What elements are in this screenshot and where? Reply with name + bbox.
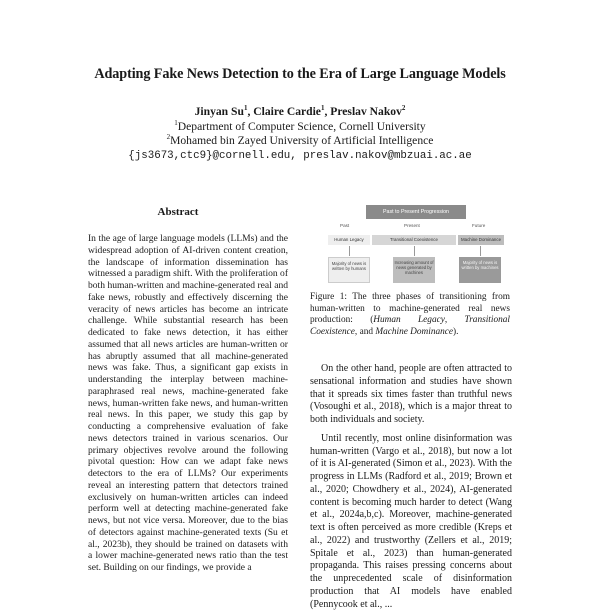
figure-caption: Figure 1: The three phases of transitioning from human-written to machine-generated real news production: (Human Legacy, Transitional Coexistence, and Machine Dominance). [310, 292, 510, 337]
paragraph: Until recently, most online disinformation was human-written (Vargo et al., 2018), but now a lot of it is AI-generated (Simon et al., 2023). With the progress in LLMs (Radford et al., 2019; Brown et al., 2020; Chowdhery et al., 2024), AI-generated content is becoming much harder to detect (Wang et al., 2024a,b,c). Moreover, machine-generated text is often perceived as more credible (Kreps et al., 2022) and trustworthy (Zellers et al., 2019; Spitale et al., 2023) than human-generated propaganda. This raises pressing concerns about the unprecedented scale of disinformation production that AI models have enabled (Pennycook et al., ... [310, 432, 512, 610]
affiliation-line: $^1$Department of Computer Science, Cornell University [174, 118, 426, 133]
author-name: Jinyan Su [194, 105, 244, 118]
paper-title: Adapting Fake News Detection to the Era of Large Language Models [94, 66, 506, 82]
abstract-heading: Abstract [157, 206, 199, 218]
author-block [0, 105, 600, 163]
phase-label-present: Present [404, 223, 420, 228]
down-arrow-icon [414, 246, 415, 256]
phase-box-coexistence: Increasing amount of news generated by machines [393, 257, 435, 283]
phase-box-legacy: Majority of news is written by humans [328, 257, 370, 283]
phase-bar-machine: Machine Dominance [458, 235, 504, 245]
abstract-text: In the age of large language models (LLMs) and the widespread adoption of AI-driven content creation, the landscape of information dissemination has witnessed a paradigm shift. With the proliferation of both human-written and machine-generated real and fake news, robustly and effectively discerning the veracity of news articles has become an intricate challenge. While substantial research has been dedicated to fake news detection, it has either assumed that all news articles are human-written or has abruptly assumed that all machine-generated news was fake. Thus, a significant gap exists in understanding the interplay between machine-paraphrased real news, machine-generated fake news, human-written fake news, and human-written real news. In this paper, we study this gap by conducting a comprehensive evaluation of fake news detectors trained in various scenarios. Our primary objectives revolve around the following pivotal question: How can we adapt fake news detectors to the era of LLMs? Our experiments reveal an interesting pattern that detectors trained exclusively on human-written articles can indeed perform well at detecting machine-generated fake news, but not vice versa. Moreover, due to the bias of detectors against machine-generated texts (Su et al., 2023b), they should be trained on datasets with a lower machine-generated news ratio than the test set. Building on our findings, we provide a [88, 233, 288, 573]
figure-banner: Past to Present Progression [366, 205, 466, 219]
paragraph: On the other hand, people are often attracted to sensational information and studies have shown that it spreads six times faster than truthful news (Vosoughi et al., 2018), which is a major threat to both individuals and society. [310, 363, 512, 425]
intro-text [310, 363, 512, 611]
phase-box-machine: Majority of news is written by machines [459, 257, 501, 283]
author-name: Preslav Nakov [330, 105, 402, 118]
affiliation-marker: 2 [401, 104, 406, 113]
down-arrow-icon [349, 246, 350, 256]
phase-bar-human-legacy: Human Legacy [328, 235, 370, 245]
author-names: Jinyan Su$^1$, Claire Cardie$^1$, Preslav Nakov$^2$ [194, 104, 406, 118]
phase-bar-transitional: Transitional Coexistence [372, 235, 456, 245]
phase-label-future: Future [472, 223, 486, 228]
affiliation-line: $^2$Mohamed bin Zayed University of Artificial Intelligence [166, 133, 434, 147]
affiliation-marker: 1 [320, 104, 325, 113]
phase-label-past: Past [340, 223, 350, 228]
author-emails: {js3673,ctc9}@cornell.edu, preslav.nakov@mbzuai.ac.ae [128, 149, 472, 162]
affiliation-marker: 1 [243, 104, 248, 113]
figure-1-diagram [310, 205, 510, 287]
down-arrow-icon [480, 246, 481, 256]
author-name: Claire Cardie [253, 105, 321, 118]
